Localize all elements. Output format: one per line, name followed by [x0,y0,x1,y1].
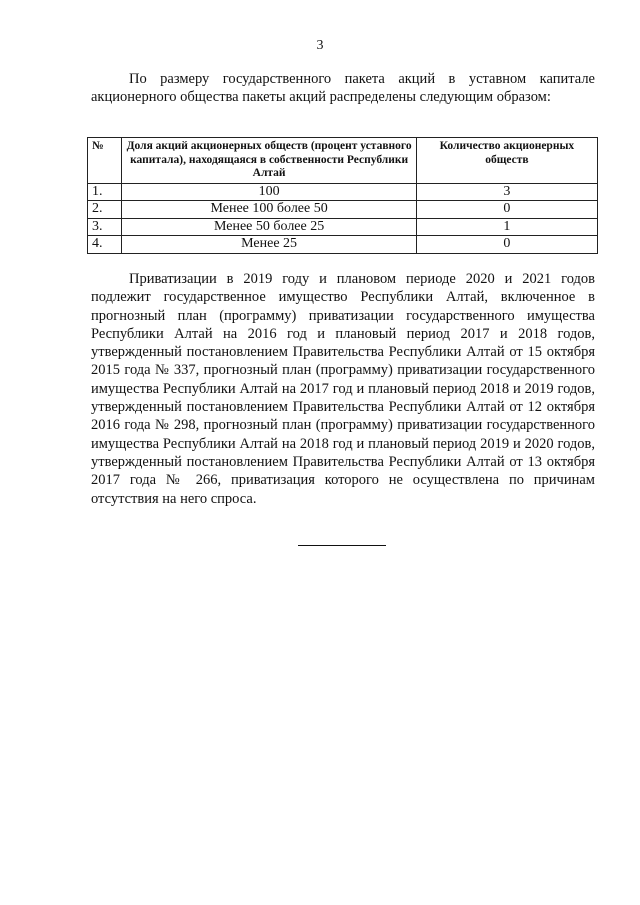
row-count: 3 [416,183,597,201]
header-share: Доля акций акционерных обществ (процент уставного капитала), находящаяся в собственности Республики Алтай [122,138,416,184]
table-row [88,201,598,219]
intro-paragraph: По размеру государственного пакета акций в уставном капитале акционерного общества пакеты акций распределены следующим образом: [91,71,595,106]
row-share: Менее 25 [122,236,416,254]
table-row [88,236,598,254]
row-number: 3. [88,218,122,236]
row-number: 1. [88,183,122,201]
row-share: Менее 50 более 25 [122,218,416,236]
header-count: Количество акционерных обществ [416,138,597,184]
row-count: 0 [416,236,597,254]
page-number: 3 [316,38,324,53]
row-share: Менее 100 более 50 [122,201,416,219]
row-number: 4. [88,236,122,254]
row-count: 1 [416,218,597,236]
shares-distribution-table [87,137,598,254]
row-count: 0 [416,201,597,219]
table-row [88,183,598,201]
header-number: № [88,138,122,184]
row-share: 100 [122,183,416,201]
table-header-row [88,138,598,184]
row-number: 2. [88,201,122,219]
main-paragraph: Приватизации в 2019 году и плановом периоде 2020 и 2021 годов подлежит государственное имущество Республики Алтай, включенное в прогнозный план (программу) приватизации государственного имущества Республики Алтай на 2016 год и плановый период 2017 и 2018 годов, утвержденный постановлением Правительства Республики Алтай от 15 октября 2015 года № 337, прогнозный план (программу) приватизации государственного имущества Республики Алтай на 2017 год и плановый период 2018 и 2019 годов, утвержденный постановлением Правительства Республики Алтай от 12 октября 2016 года № 298, прогнозный план (программу) приватизации государственного имущества Республики Алтай на 2018 год и плановый период 2019 и 2020 годов, утвержденный постановлением Правительства Республики Алтай от 13 октября 2017 года № 266, приватизация которого не осуществлена по причинам отсутствия на него спроса. [91,271,595,507]
table-row [88,218,598,236]
end-divider [298,545,386,546]
